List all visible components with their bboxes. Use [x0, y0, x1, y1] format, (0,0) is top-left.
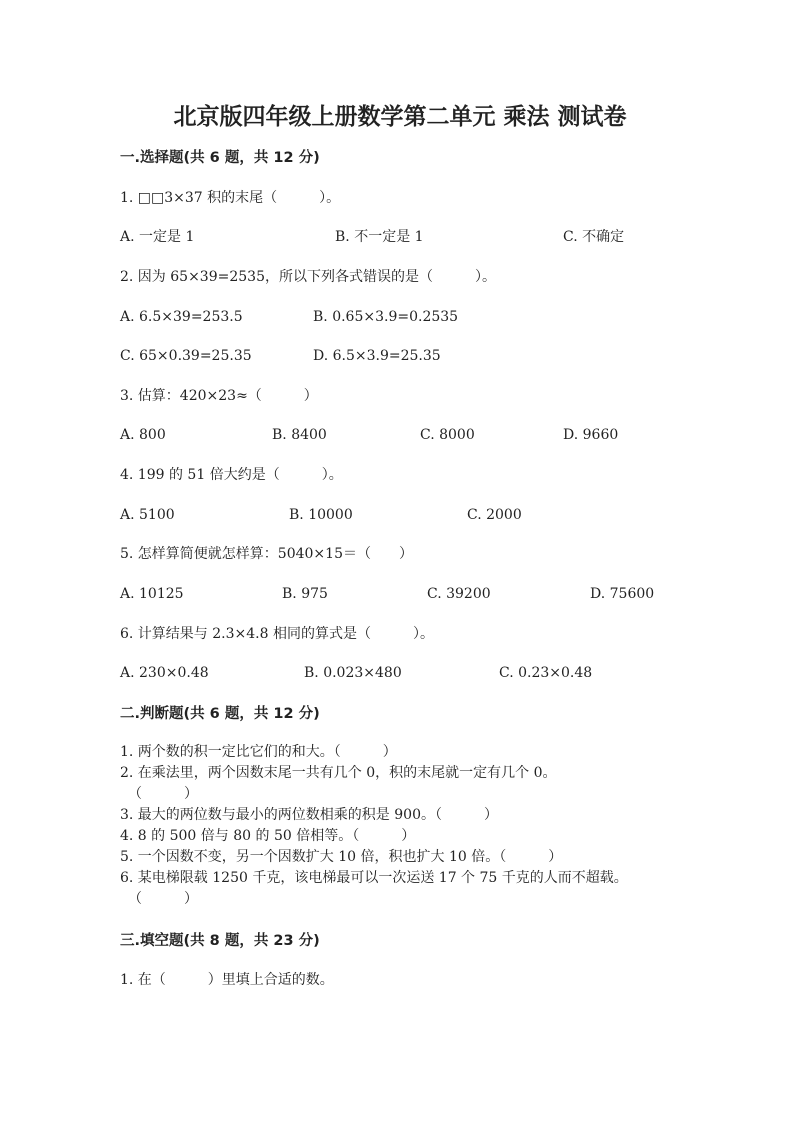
option-a: A. 一定是 1: [120, 229, 195, 245]
judgment-line: 3. 最大的两位数与最小的两位数相乘的积是 900。（ ）: [120, 807, 498, 823]
option-c: C. 0.23×0.48: [499, 665, 593, 681]
judgment-line: 5. 一个因数不变，另一个因数扩大 10 倍，积也扩大 10 倍。（ ）: [120, 849, 563, 865]
option-d: D. 6.5×3.9=25.35: [313, 348, 441, 364]
option-c: C. 39200: [427, 586, 491, 602]
question-2: 2. 因为 65×39=2535，所以下列各式错误的是（ ）。: [120, 269, 496, 285]
option-d: D. 9660: [563, 427, 619, 443]
option-a: A. 230×0.48: [120, 665, 209, 681]
option-c: C. 65×0.39=25.35: [120, 348, 252, 364]
question-3: 3. 估算：420×23≈（ ）: [120, 388, 318, 404]
judgment-line: 6. 某电梯限载 1250 千克，该电梯最可以一次运送 17 个 75 千克的人而不超载。: [120, 870, 628, 886]
option-a: A. 800: [120, 427, 166, 443]
option-a: A. 5100: [120, 507, 175, 523]
option-b: B. 0.65×3.9=0.2535: [313, 309, 459, 325]
option-c: C. 8000: [420, 427, 475, 443]
section-heading-choice: 一.选择题(共 6 题，共 12 分): [120, 150, 320, 166]
option-b: B. 8400: [272, 427, 327, 443]
judgment-line: 4. 8 的 500 倍与 80 的 50 倍相等。（ ）: [120, 828, 416, 844]
judgment-line: 1. 两个数的积一定比它们的和大。（ ）: [120, 744, 397, 760]
option-b: B. 975: [282, 586, 328, 602]
page-title: 北京版四年级上册数学第二单元 乘法 测试卷: [173, 104, 627, 130]
option-d: D. 75600: [590, 586, 655, 602]
option-a: A. 6.5×39=253.5: [120, 309, 243, 325]
option-b: B. 10000: [289, 507, 353, 523]
judgment-line: 2. 在乘法里，两个因数末尾一共有几个 0，积的末尾就一定有几个 0。: [120, 765, 557, 781]
question-5: 5. 怎样算简便就怎样算：5040×15＝（ ）: [120, 546, 413, 562]
option-a: A. 10125: [120, 586, 184, 602]
option-b: B. 不一定是 1: [335, 229, 424, 245]
option-c: C. 不确定: [563, 229, 625, 245]
question-6: 6. 计算结果与 2.3×4.8 相同的算式是（ ）。: [120, 626, 434, 642]
option-c: C. 2000: [467, 507, 522, 523]
section-heading-judgment: 二.判断题(共 6 题，共 12 分): [120, 706, 320, 722]
fill-question-1: 1. 在（ ）里填上合适的数。: [120, 972, 334, 988]
judgment-line: （ ）: [128, 891, 198, 907]
judgment-line: （ ）: [128, 786, 198, 802]
option-b: B. 0.023×480: [304, 665, 402, 681]
section-heading-fill: 三.填空题(共 8 题，共 23 分): [120, 933, 320, 949]
question-4: 4. 199 的 51 倍大约是（ ）。: [120, 467, 343, 483]
question-1: 1. □□3×37 积的末尾（ ）。: [120, 190, 341, 206]
